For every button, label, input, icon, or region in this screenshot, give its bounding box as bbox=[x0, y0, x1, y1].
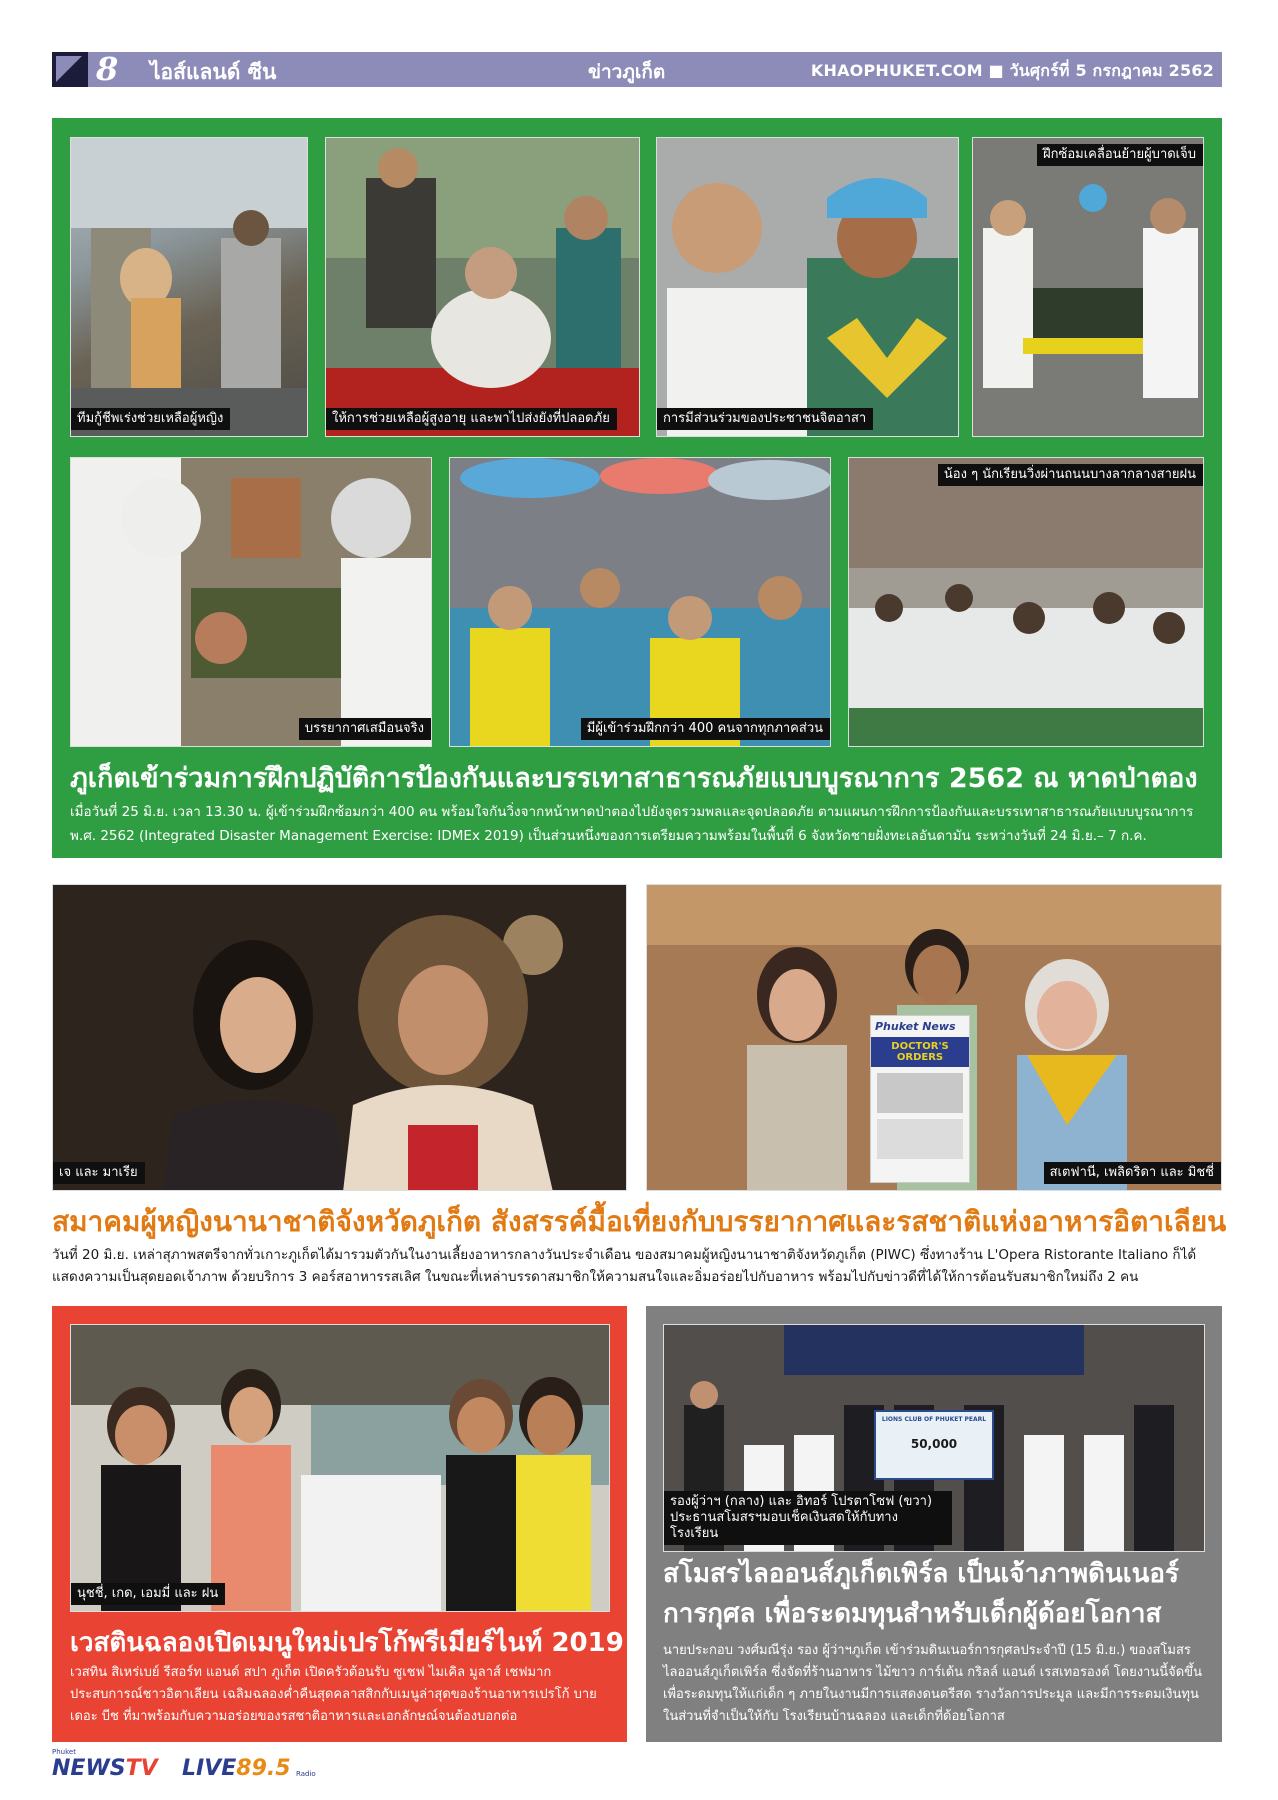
section-mark-icon bbox=[52, 52, 88, 87]
caption: รองผู้ว่าฯ (กลาง) และ อิทอร์ โปรตาโซฟ (ขวา) ประธานสโมสรฯมอบเช็คเงินสดให้กับทางโรงเรียน bbox=[664, 1491, 952, 1545]
photo-stretcher-art bbox=[973, 138, 1204, 437]
newspaper-in-photo bbox=[870, 1015, 970, 1183]
caption: นุชชี่, เกด, เอมมี่ และ ฝน bbox=[71, 1583, 225, 1605]
photo-rescue-woman-art bbox=[71, 138, 308, 437]
cheque-amount: 50,000 bbox=[910, 1437, 958, 1451]
newspaper-text-block bbox=[877, 1119, 963, 1159]
caption: บรรยากาศเสมือนจริง bbox=[299, 718, 431, 740]
photo-stefanie-group bbox=[646, 884, 1222, 1191]
footer-live: LIVE bbox=[182, 1756, 237, 1781]
photo-participants-art bbox=[450, 458, 831, 747]
photo-stretcher bbox=[972, 137, 1204, 437]
headline: เวสตินฉลองเปิดเมนูใหม่เปรโก้พรีเมียร์ไนท์ 2019 bbox=[70, 1628, 624, 1658]
photo-students-run-art bbox=[849, 458, 1204, 747]
story-body: เวสทิน สิเหร่เบย์ รีสอร์ท แอนด์ สปา ภูเก็ต เปิดครัวต้อนรับ ซูเชฟ ไมเคิล มูลาส์ เชฟมากประสบการณ์ชาวอิตาเลียน เฉลิมฉลองค่ำคืนสุดคลาสสิกกับเมนูล่าสุดของร้านอาหารเปรโก้ บาย เดอะ บีช ที่มาพร้อมกับความอร่อยของรสชาติอาหารและเอกลักษณ์จนต้องบอกต่อ bbox=[70, 1665, 597, 1724]
footer-brand1-prefix: Phuket bbox=[52, 1748, 76, 1756]
photo-jay-maria bbox=[52, 884, 627, 1191]
newspaper-photo bbox=[877, 1073, 963, 1113]
photo-participants bbox=[449, 457, 831, 747]
footer-logo-newstv bbox=[52, 1756, 158, 1781]
footer-tv: TV bbox=[125, 1756, 158, 1781]
big-cheque bbox=[874, 1410, 994, 1480]
footer-freq: 89.5 bbox=[236, 1756, 291, 1781]
caption: ฝึกซ้อมเคลื่อนย้ายผู้บาดเจ็บ bbox=[1037, 144, 1203, 166]
newspaper-masthead: Phuket News bbox=[875, 1020, 956, 1033]
newspaper-headline: DOCTOR'S ORDERS bbox=[871, 1037, 969, 1067]
caption: มีผู้เข้าร่วมฝึกกว่า 400 คนจากทุกภาคส่วน bbox=[581, 718, 830, 740]
photo-volunteers-art bbox=[657, 138, 959, 437]
headline: ภูเก็ตเข้าร่วมการฝึกปฏิบัติการป้องกันและบรรเทาสาธารณภัยแบบบูรณาการ 2562 ณ หาดป่าตอง bbox=[70, 763, 1198, 794]
footer-logo-live bbox=[182, 1756, 291, 1781]
cheque-title: LIONS CLUB OF PHUKET PEARL bbox=[881, 1416, 987, 1423]
caption: ทีมกู้ชีพเร่งช่วยเหลือผู้หญิง bbox=[71, 408, 230, 430]
photo-lions-cheque bbox=[663, 1324, 1205, 1552]
caption: น้อง ๆ นักเรียนวิ่งผ่านถนนบางลากลางสายฝน bbox=[938, 464, 1203, 486]
page-number: 8 bbox=[96, 50, 119, 88]
caption: สเตฟานี, เพลิดริดา และ มิชชี่ bbox=[1044, 1162, 1221, 1184]
photo-westin-guests bbox=[70, 1324, 610, 1612]
section-title: ไอส์แลนด์ ซีน bbox=[150, 60, 277, 84]
photo-elderly-help bbox=[325, 137, 640, 437]
photo-students-run bbox=[848, 457, 1204, 747]
photo-volunteers bbox=[656, 137, 959, 437]
photo-jay-maria-art bbox=[53, 885, 627, 1191]
footer-radio-label: Radio bbox=[296, 1770, 316, 1778]
caption: การมีส่วนร่วมของประชาชนจิตอาสา bbox=[657, 408, 873, 430]
footer-news: NEWS bbox=[52, 1756, 126, 1781]
photo-realistic-drill-art bbox=[71, 458, 432, 747]
caption: ให้การช่วยเหลือผู้สูงอายุ และพาไปส่งยังที่ปลอดภัย bbox=[326, 408, 617, 430]
story-body: วันที่ 20 มิ.ย. เหล่าสุภาพสตรีจากทั่วเกาะภูเก็ตได้มารวมตัวกันในงานเลี้ยงอาหารกลางวันประจำเดือน ของสมาคมผู้หญิงนานาชาติจังหวัดภูเก็ต (PIWC) ซึ่งทางร้าน L'Opera Ristorante Italiano ก็ได้แสดงความเป็นสุดยอดเจ้าภาพ ด้วยบริการ 3 คอร์สอาหารรสเลิศ ในขณะที่เหล่าบรรดาสมาชิกให้ความสนใจและอิ่มอร่อยไปกับอาหาร พร้อมไปกับข่าวดีที่ได้ให้การต้อนรับสมาชิกใหม่ถึง 2 คน bbox=[52, 1247, 1197, 1285]
story-body: นายประกอบ วงศ์มณีรุ่ง รอง ผู้ว่าฯภูเก็ต เข้าร่วมดินเนอร์การกุศลประจำปี (15 มิ.ย.) ของสโมสรไลออนส์ภูเก็ตเพิร์ล ซึ่งจัดที่ร้านอาหาร ไม้ขาว การ์เด้น กริลล์ แอนด์ เรสเทอรองต์ โดยงานนี้จัดขึ้นเพื่อระดมทุนให้แก่เด็ก ๆ ภายในงานมีการแสดงดนตรีสด รางวัลการประมูล และมีการระดมเงินทุนในส่วนที่จำเป็นให้กับ โรงเรียนบ้านฉลอง และเด็กที่ด้อยโอกาส bbox=[663, 1643, 1202, 1724]
headline: สโมสรไลออนส์ภูเก็ตเพิร์ล เป็นเจ้าภาพดินเนอร์การกุศล เพื่อระดมทุนสำหรับเด็กผู้ด้อยโอกาส bbox=[663, 1559, 1179, 1629]
photo-rescue-woman bbox=[70, 137, 308, 437]
photo-realistic-drill bbox=[70, 457, 432, 747]
photo-westin-guests-art bbox=[71, 1325, 610, 1612]
headline: สมาคมผู้หญิงนานาชาติจังหวัดภูเก็ต สังสรรค์มื้อเที่ยงกับบรรยากาศและรสชาติแห่งอาหารอิตาเลียน bbox=[52, 1205, 1227, 1238]
newspaper-logo: ข่าวภูเก็ต bbox=[588, 61, 666, 83]
photo-elderly-help-art bbox=[326, 138, 640, 437]
caption: เจ และ มาเรีย bbox=[53, 1162, 145, 1184]
site-and-date: KHAOPHUKET.COM ■ วันศุกร์ที่ 5 กรกฎาคม 2562 bbox=[810, 61, 1214, 80]
story-body: เมื่อวันที่ 25 มิ.ย. เวลา 13.30 น. ผู้เข้าร่วมฝึกซ้อมกว่า 400 คน พร้อมใจกันวิ่งจากหน้าหาดป่าตองไปยังจุดรวมพลและจุดปลอดภัย ตามแผนการฝึกการป้องกันและบรรเทาสาธารณภัยแบบบูรณาการ พ.ศ. 2562 (Integrated Disaster Management Exercise: IDMEx 2019) เป็นส่วนหนึ่งของการเตรียมความพร้อมในพื้นที่ 6 จังหวัดชายฝั่งทะเลอันดามัน ระหว่างวันที่ 24 มิ.ย.– 7 ก.ค. bbox=[70, 804, 1194, 844]
